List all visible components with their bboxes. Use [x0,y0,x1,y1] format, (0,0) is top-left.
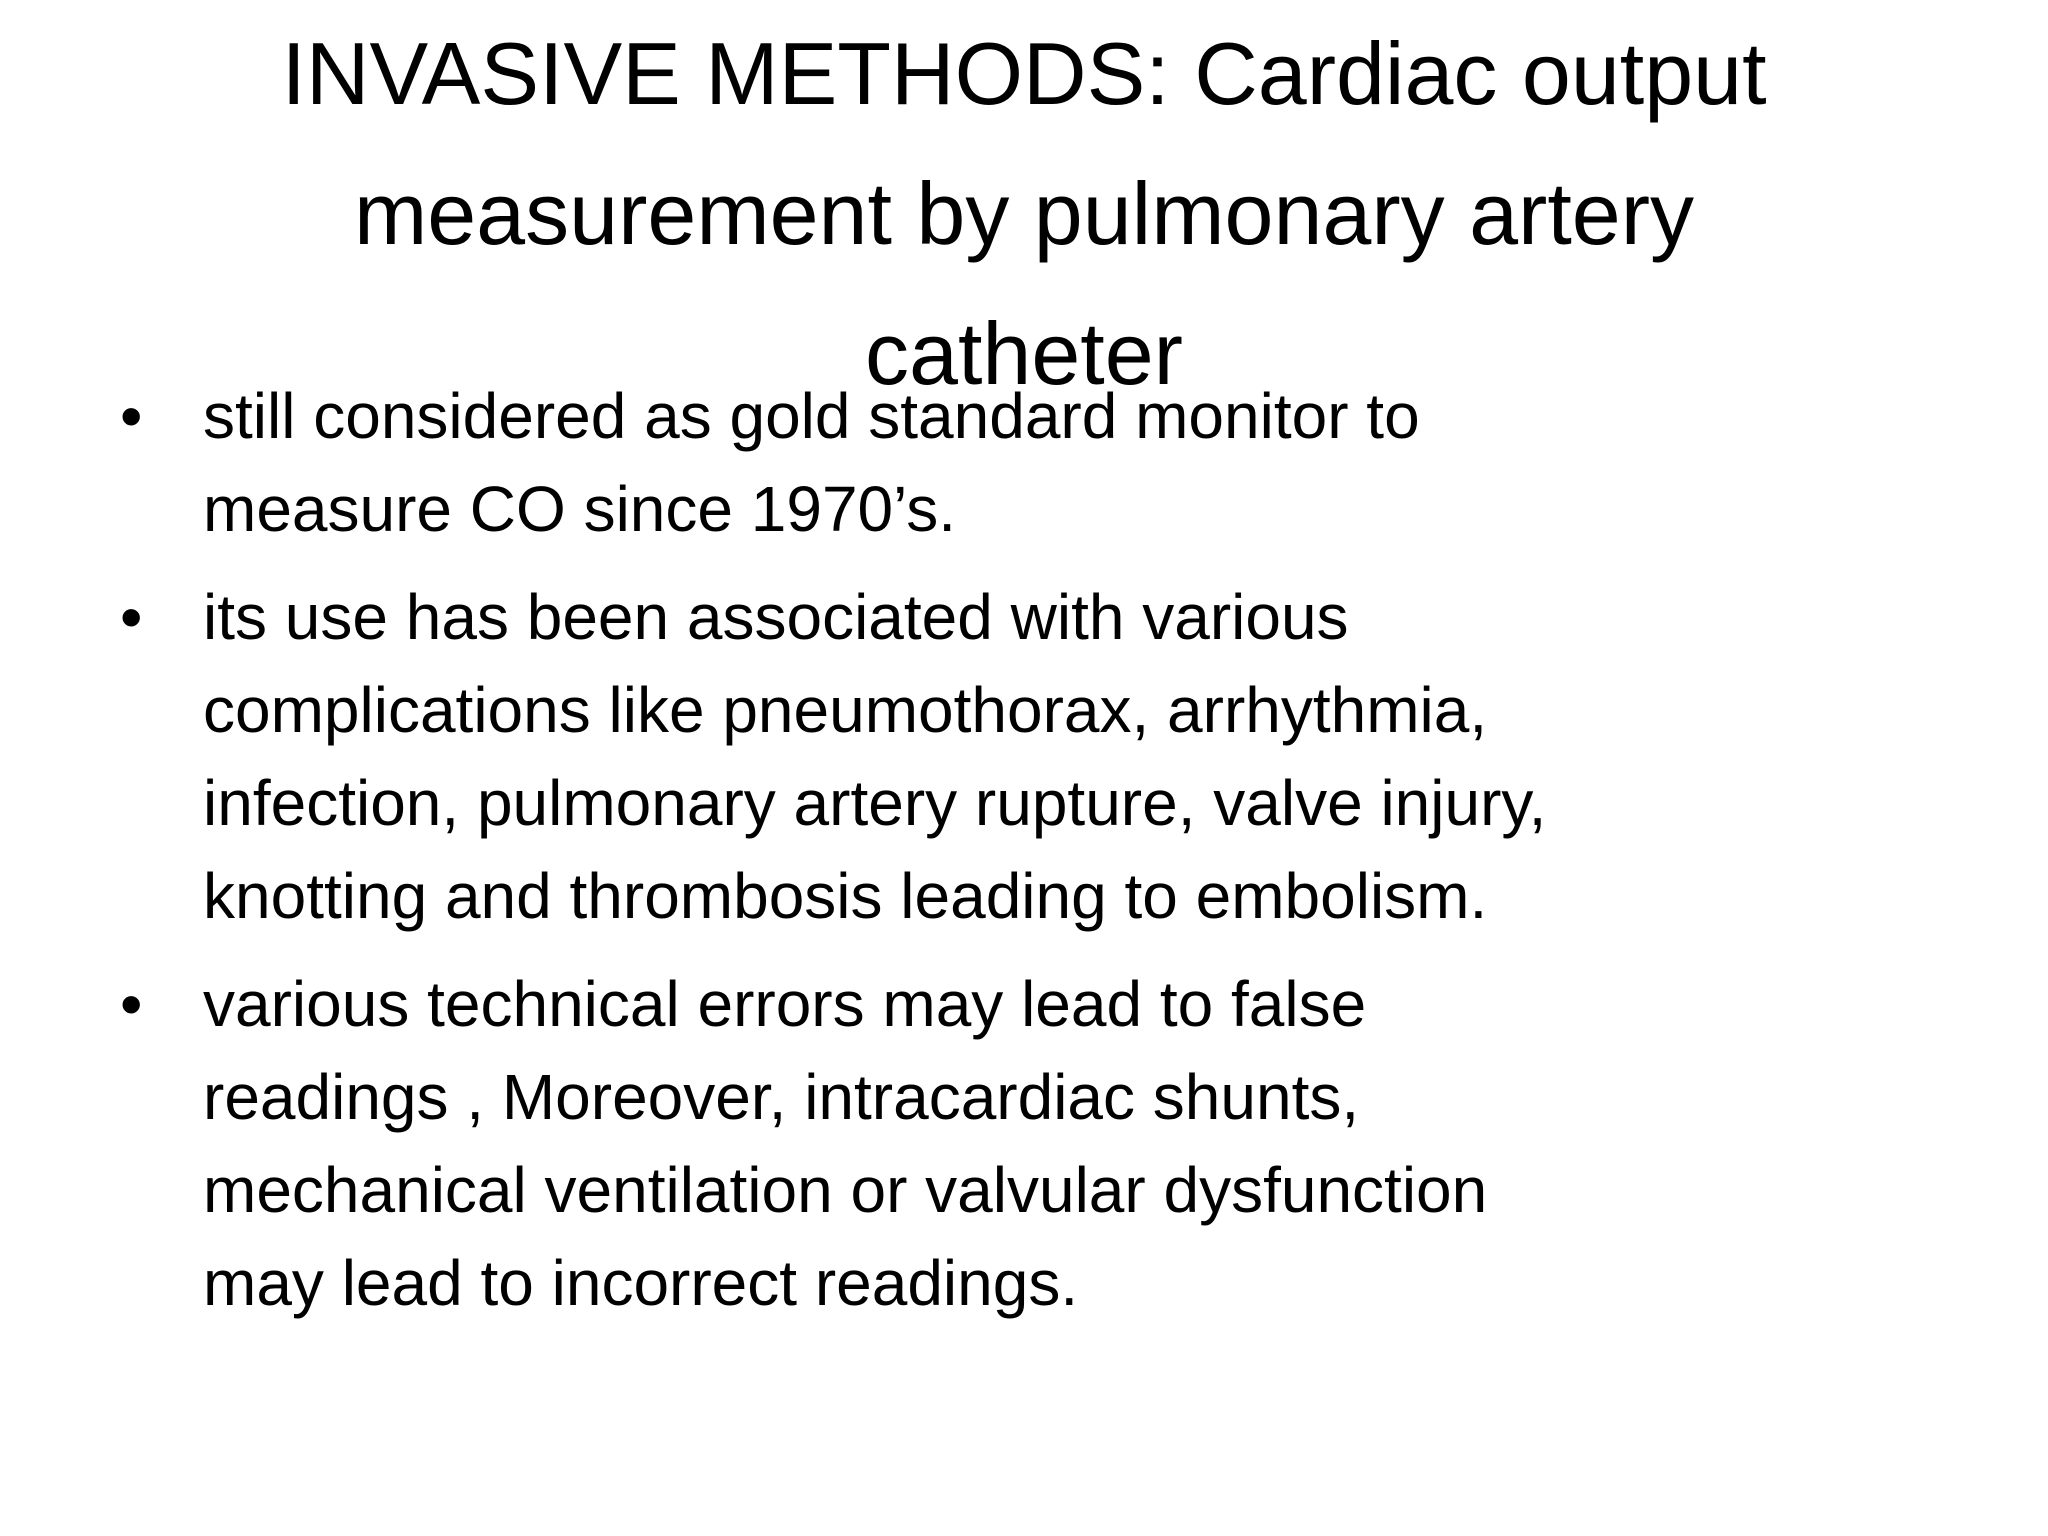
bullet-icon: • [120,581,143,653]
bullet-text-line: infection, pulmonary artery rupture, valve injury, [203,767,1547,839]
bullet-icon: • [120,380,143,452]
bullet-text-line: mechanical ventilation or valvular dysfunction [203,1154,1488,1226]
bullet-list [120,370,1980,1345]
bullet-text-line: may lead to incorrect readings. [203,1247,1079,1319]
bullet-icon: • [120,968,143,1040]
title-line: catheter [865,304,1183,403]
bullet-text-line: readings , Moreover, intracardiac shunts, [203,1061,1360,1133]
bullet-item [120,571,1980,943]
bullet-item [120,370,1980,556]
bullet-text-line: complications like pneumothorax, arrhythmia, [203,674,1488,746]
bullet-text-line: still considered as gold standard monitor to [203,380,1420,452]
bullet-text-line: its use has been associated with various [203,581,1349,653]
bullet-text-line: various technical errors may lead to false [203,968,1367,1040]
bullet-text-line: knotting and thrombosis leading to embolism. [203,860,1488,932]
bullet-text-line: measure CO since 1970’s. [203,473,956,545]
bullet-item [120,958,1980,1330]
slide-title [100,4,1948,424]
title-line: INVASIVE METHODS: Cardiac output [281,24,1767,123]
title-line: measurement by pulmonary artery [353,164,1695,263]
